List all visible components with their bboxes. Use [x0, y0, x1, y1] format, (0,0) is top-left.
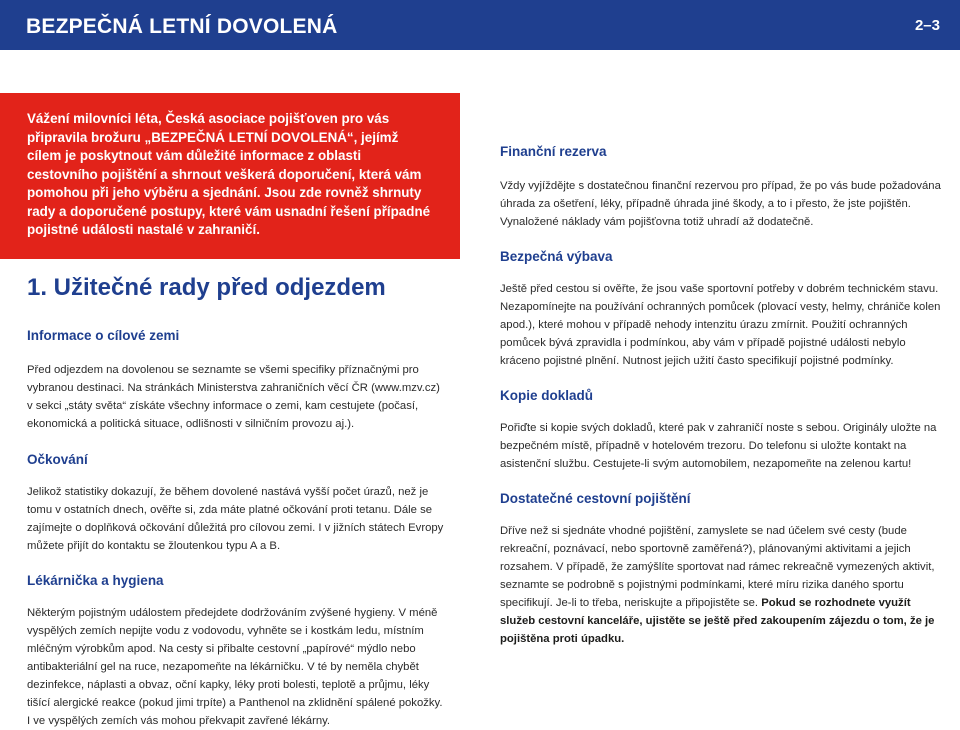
insurance-text-regular: Dříve než si sjednáte vhodné pojištění, zamyslete se nad účelem své cesty (bude rekreační, poznávací, nebo sportovně zaměřená?), plánovanými aktivitami a jejich rozsahem. V případě, že zamýšlíte sportovat nad rámec rekreačně vymezených aktivit, seznamte se podrobně s pojistnými podmínkami, které míru rizika daného sportu specifikují. Je-li to třeba, neriskujte a připojistěte se.	[500, 525, 935, 609]
intro-text: Vážení milovníci léta, Česká asociace pojišťoven pro vás připravila brožuru „BEZPEČNÁ LETNÍ DOVOLENÁ“, jejímž cílem je poskytnout vám důležité informace z oblasti cestovního pojištění a shrnout veškerá doporučení, která vám pomohou při jeho výběru a sjednání. Jsou zde rovněž shrnuty rady a doporučené postupy, které vám usnadní řešení případné pojistné události nastalé v zahraničí.	[27, 111, 431, 237]
documents-heading: Kopie dokladů	[500, 388, 594, 403]
page-number: 2–3	[914, 17, 940, 34]
insurance-text	[500, 522, 945, 648]
left-column	[27, 274, 447, 730]
section-title: 1. Užitečné rady před odjezdem	[27, 274, 386, 301]
page-header	[0, 0, 960, 50]
pharmacy-heading: Lékárnička a hygiena	[27, 573, 164, 588]
equipment-heading: Bezpečná výbava	[500, 249, 613, 264]
intro-box	[0, 93, 460, 259]
insurance-text-bold: Pokud se rozhodnete využít služeb cestovní kanceláře, ujistěte se ještě před zakoupením zájezdu o tom, že je pojištěna proti úpadku.	[500, 597, 935, 645]
vaccination-text: Jelikož statistiky dokazují, že během dovolené nastává vyšší počet úrazů, než je tomu v ostatních dnech, ověřte si, zda máte platné očkování proti tetanu. Dále se zajímejte o doplňková očkování důležitá pro cílovou zemi. I v jižních státech Evropy můžete přijít do kontaktu se žloutenkou typu A a B.	[27, 486, 444, 552]
pharmacy-text: Některým pojistným událostem předejdete dodržováním zvýšené hygieny. V méně vyspělých zemích nepijte vodu z vodovodu, vyhněte se i kostkám ledu, místním mléčným výrobkům apod. Na cesty si přibalte cestovní „papírové“ mýdlo nebo antibakteriální gel na ruce, nezapomeňte na lékárničku. V té by neměla chybět dezinfekce, náplasti a obvaz, oční kapky, léky proti bolesti, teplotě a průjmu, léky tišící alergické reakce (pokud jimi trpíte) a Panthenol na zklidnění spálené pokožky. I ve vyspělých zemích vás mohou překvapit zavřené lékárny.	[27, 607, 443, 727]
reserve-text: Vždy vyjíždějte s dostatečnou finanční rezervou pro případ, že po vás bude požadována úhrada za ošetření, léky, případně úhrada jiné škody, a to i přesto, že jste pojištěn. Vynaložené náklady vám pojišťovna totiž uhradí až dodatečně.	[500, 180, 941, 228]
equipment-text: Ještě před cestou si ověřte, že jsou vaše sportovní potřeby v dobrém technickém stavu. Nezapomínejte na používání ochranných pomůcek (plovací vesty, helmy, chrániče kolen apod.), které mohou v případě nehody intenzitu úrazu zmírnit. Použití ochranných pomůcek bývá zpravidla i podmínkou, aby vám v případě pojistné události nebylo kráceno pojistné plnění. Nutnost jejich užití často specifikují pojistné podmínky.	[500, 283, 941, 367]
reserve-heading: Finanční rezerva	[500, 144, 607, 159]
insurance-heading: Dostatečné cestovní pojištění	[500, 491, 691, 506]
info-heading: Informace o cílové zemi	[27, 328, 180, 343]
right-column	[500, 143, 945, 648]
documents-text: Pořiďte si kopie svých dokladů, které pak v zahraničí noste s sebou. Originály uložte na bezpečném místě, případně v hotelovém trezoru. Do telefonu si uložte kontakt na asistenční službu. Cestujete-li svým automobilem, nezapomeňte na zelenou kartu!	[500, 422, 937, 470]
info-text: Před odjezdem na dovolenou se seznamte se všemi specifiky příznačnými pro vybranou destinaci. Na stránkách Ministerstva zahraničních věcí ČR (www.mzv.cz) v sekci „státy světa“ získáte všechny informace o zemi, kam cestujete (počasí, ekonomická a politická situace, odlišnosti v silničním provozu aj.).	[27, 364, 440, 430]
header-title: BEZPEČNÁ LETNÍ DOVOLENÁ	[26, 15, 338, 38]
vaccination-heading: Očkování	[27, 452, 88, 467]
